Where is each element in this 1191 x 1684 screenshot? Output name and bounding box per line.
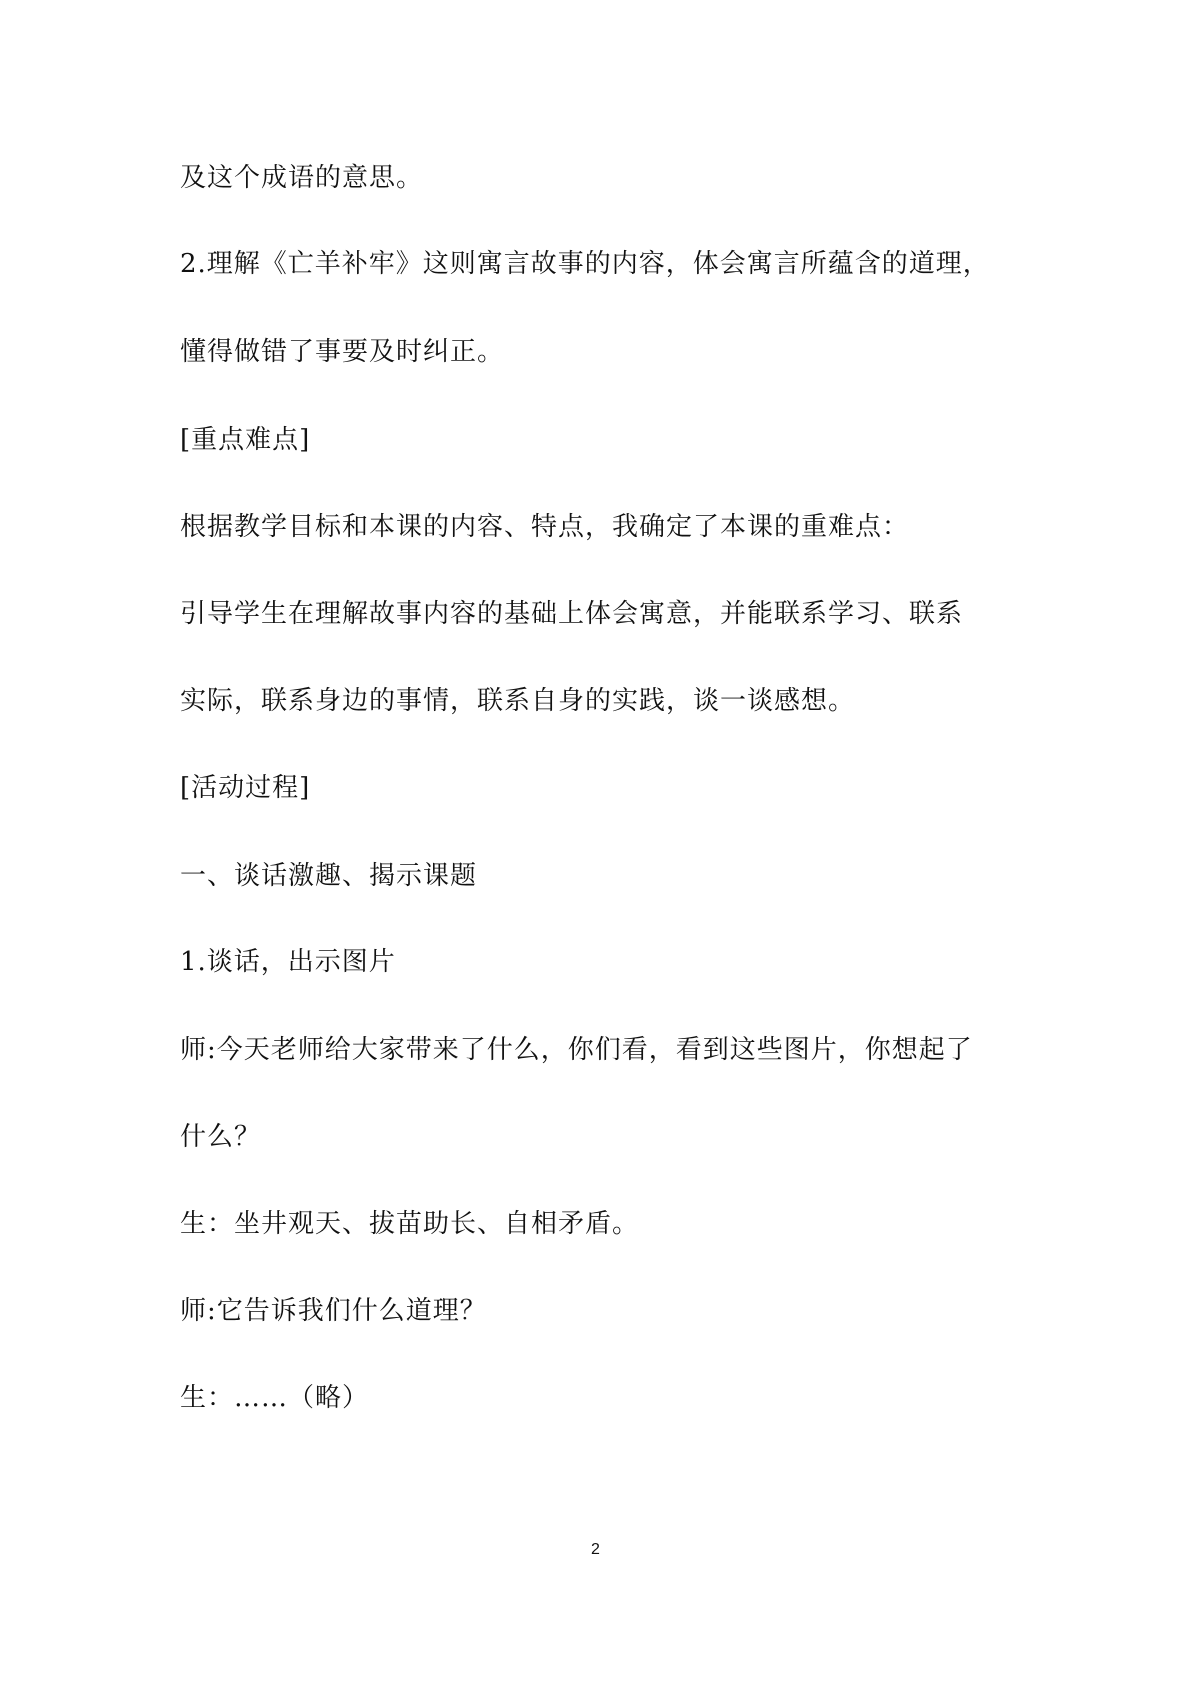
text-line: 2.理解《亡羊补牢》这则寓言故事的内容，体会寓言所蕴含的道理， xyxy=(180,249,990,279)
section-heading: [重点难点] xyxy=(180,425,311,455)
text-line: 引导学生在理解故事内容的基础上体会寓意，并能联系学习、联系 xyxy=(180,599,964,629)
text-line: 懂得做错了事要及时纠正。 xyxy=(180,337,505,367)
text-line: 生：……（略） xyxy=(180,1383,370,1413)
text-line: 生：坐井观天、拔苗助长、自相矛盾。 xyxy=(180,1209,640,1239)
text-line: 实际，联系身边的事情，联系自身的实践，谈一谈感想。 xyxy=(180,686,856,716)
text-line: 及这个成语的意思。 xyxy=(180,163,424,193)
section-heading: [活动过程] xyxy=(180,773,311,803)
text-line: 1.谈话，出示图片 xyxy=(180,947,396,977)
page-number: 2 xyxy=(591,1541,600,1558)
text-line: 根据教学目标和本课的内容、特点，我确定了本课的重难点： xyxy=(180,512,910,542)
subsection-heading: 一、谈话激趣、揭示课题 xyxy=(180,861,478,891)
text-line: 什么？ xyxy=(180,1122,262,1152)
text-line: 师:它告诉我们什么道理？ xyxy=(180,1296,487,1326)
text-line: 师:今天老师给大家带来了什么，你们看，看到这些图片，你想起了 xyxy=(180,1035,973,1065)
